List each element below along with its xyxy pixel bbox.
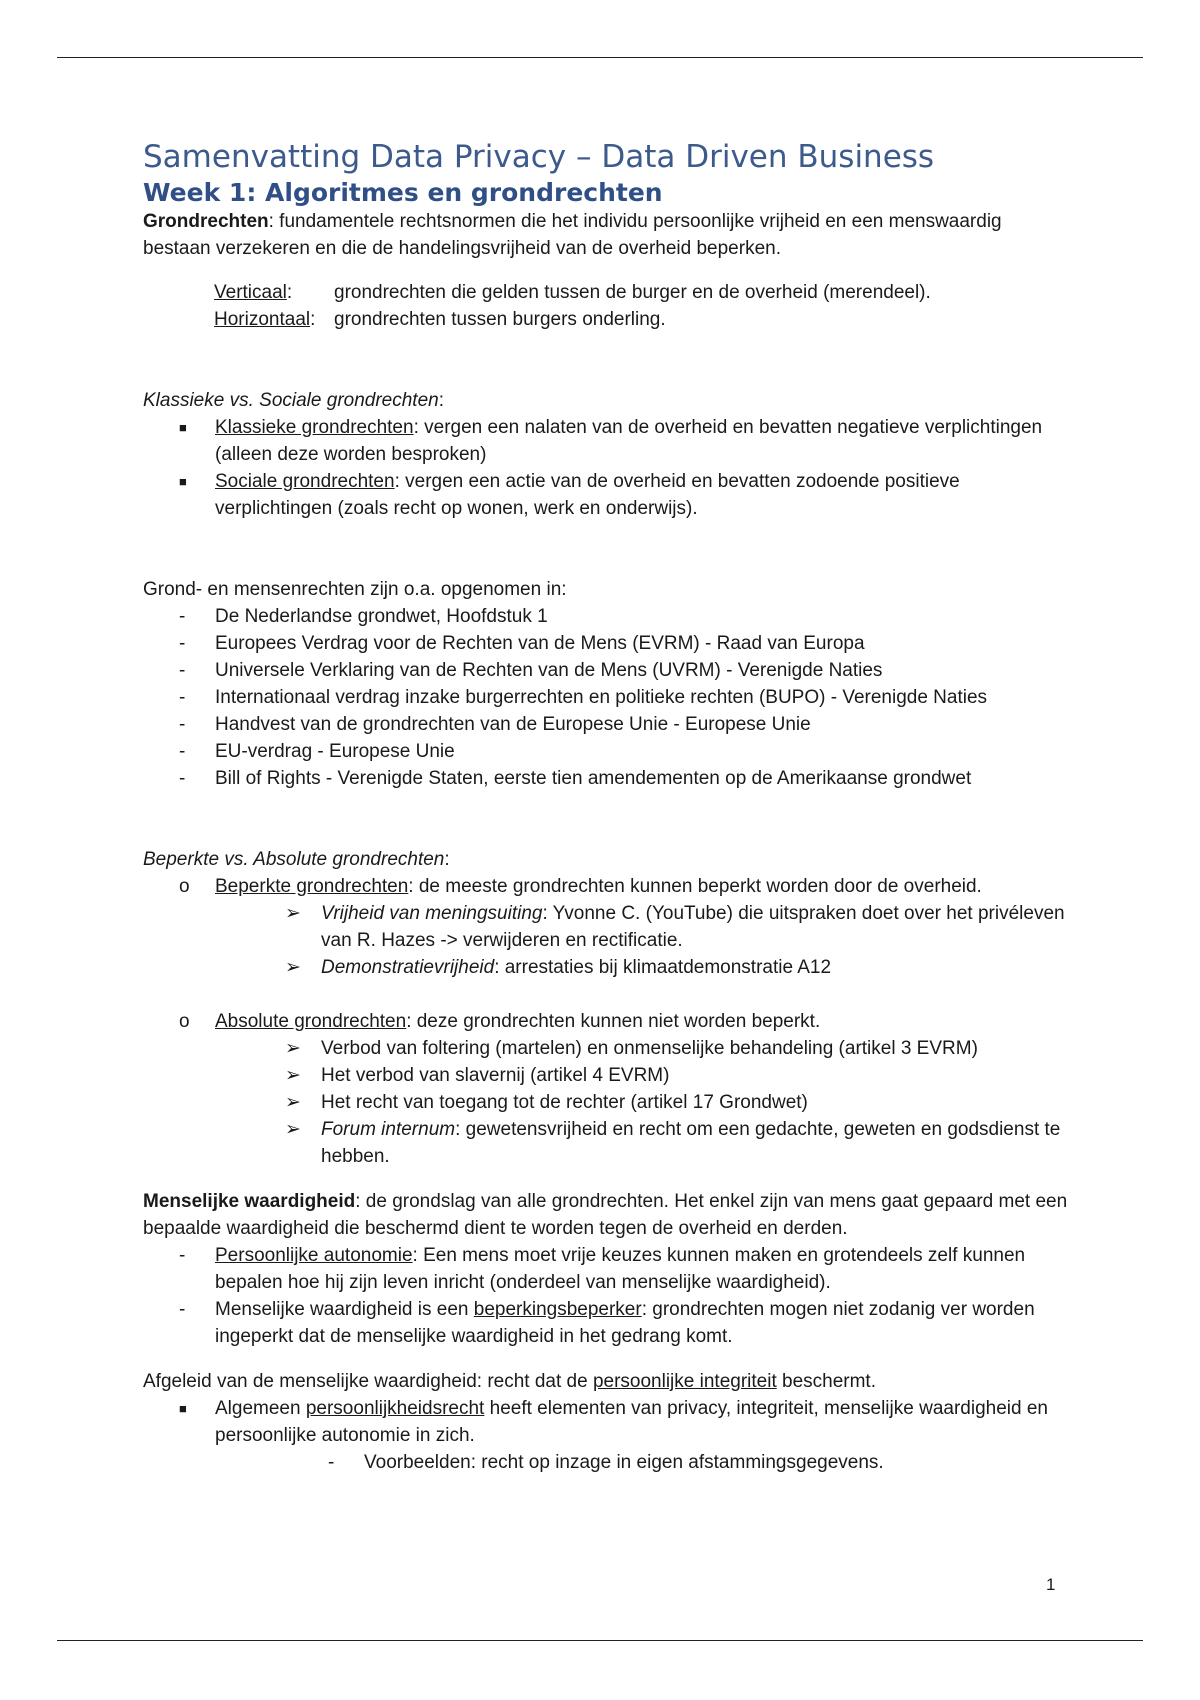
bullet-list	[143, 1395, 1073, 1449]
list-item	[143, 873, 1073, 900]
term: Demonstratievrijheid	[321, 957, 495, 978]
item-text: : de meeste grondrechten kunnen beperkt worden door de overheid.	[408, 876, 982, 897]
item-text: : Yvonne C. (YouTube) die uitspraken doet over het privéleven van R. Hazes -> verwijderen en rectificatie.	[321, 903, 1065, 951]
dash-bullet-icon: -	[179, 768, 186, 789]
section-heading: Beperkte vs. Absolute grondrechten:	[143, 849, 450, 870]
item-text: : deze grondrechten kunnen niet worden beperkt.	[406, 1011, 821, 1032]
square-bullet-icon: ■	[179, 1401, 187, 1416]
dash-bullet-icon: -	[179, 714, 186, 735]
term: Persoonlijke autonomie	[215, 1245, 413, 1266]
item-text: De Nederlandse grondwet, Hoofdstuk 1	[215, 606, 548, 627]
item-text: : gewetensvrijheid en recht om een gedachte, geweten en godsdienst te hebben.	[321, 1119, 1061, 1167]
list-item	[143, 738, 1073, 765]
list-item	[143, 1089, 1073, 1116]
dash-bullet-icon: -	[179, 606, 186, 627]
dash-bullet-icon: -	[179, 633, 186, 654]
list-item	[143, 1242, 1073, 1296]
item-text: Voorbeelden: recht op inzage in eigen afstammingsgegevens.	[364, 1452, 884, 1473]
bronnen-intro: Grond- en mensenrechten zijn o.a. opgenomen in:	[143, 579, 567, 600]
item-text: Handvest van de grondrechten van de Europese Unie - Europese Unie	[215, 714, 811, 735]
arrow-bullet-icon: ➢	[285, 903, 301, 924]
list-item	[143, 1008, 1073, 1035]
grondrechten-definition	[143, 208, 1073, 262]
dash-bullet-icon: -	[179, 741, 186, 762]
arrow-bullet-icon: ➢	[285, 1065, 301, 1086]
item-text: EU-verdrag - Europese Unie	[215, 741, 455, 762]
list-item	[143, 1296, 1073, 1350]
circle-bullet-icon: o	[179, 1011, 190, 1032]
item-text: Verbod van foltering (martelen) en onmenselijke behandeling (artikel 3 EVRM)	[321, 1038, 978, 1059]
list-item	[143, 684, 1073, 711]
waardigheid-definition	[143, 1188, 1073, 1242]
list-item	[143, 1035, 1073, 1062]
list-item	[143, 954, 1073, 981]
term: Beperkte grondrechten	[215, 876, 409, 897]
list-item	[143, 657, 1073, 684]
page-number: 1	[1046, 1575, 1056, 1594]
arrow-bullet-icon: ➢	[285, 1038, 301, 1059]
item-text: : Een mens moet vrije keuzes kunnen maken en grotendeels zelf kunnen bepalen hoe hij zijn leven inricht (onderdeel van menselijke waardigheid).	[215, 1245, 1026, 1293]
arrow-bullet-icon: ➢	[285, 1119, 301, 1140]
list-item	[143, 603, 1073, 630]
list-item	[143, 468, 1073, 522]
list-item	[143, 1062, 1073, 1089]
definition-row: Verticaal: grondrechten die gelden tussen de burger en de overheid (merendeel).	[214, 279, 1073, 306]
document-body	[143, 138, 1073, 1476]
list-item	[143, 1449, 1073, 1476]
bullet-list	[143, 414, 1073, 522]
integriteit-paragraph	[143, 1368, 1073, 1395]
list-item	[143, 765, 1073, 792]
item-text: Het verbod van slavernij (artikel 4 EVRM)	[321, 1065, 670, 1086]
item-text: Europees Verdrag voor de Rechten van de Mens (EVRM) - Raad van Europa	[215, 633, 865, 654]
item-text: : vergen een actie van de overheid en bevatten zodoende positieve verplichtingen (zoals recht op wonen, werk en onderwijs).	[215, 471, 960, 519]
list-item	[143, 414, 1073, 468]
document-title: Samenvatting Data Privacy – Data Driven Business	[143, 139, 935, 175]
item-text: Algemeen	[215, 1398, 306, 1419]
term-horizontaal: Horizontaal	[214, 309, 311, 330]
term: beperkingsbeperker	[473, 1299, 642, 1320]
heading-text: Beperkte vs. Absolute grondrechten	[143, 849, 445, 870]
term: Sociale grondrechten	[215, 471, 395, 492]
definition-text: grondrechten tussen burgers onderling.	[334, 309, 666, 330]
term: Absolute grondrechten	[215, 1011, 407, 1032]
arrow-bullet-icon: ➢	[285, 957, 301, 978]
list-item	[143, 1116, 1073, 1170]
heading-text: Klassieke vs. Sociale grondrechten	[143, 390, 439, 411]
list-item	[143, 1395, 1073, 1449]
definition-text: grondrechten die gelden tussen de burger en de overheid (merendeel).	[334, 282, 931, 303]
item-text: Universele Verklaring van de Rechten van de Mens (UVRM) - Verenigde Naties	[215, 660, 883, 681]
term: Forum internum	[321, 1119, 456, 1140]
term-verticaal: Verticaal	[214, 282, 287, 303]
arrow-list	[143, 1035, 1073, 1170]
term-grondrechten: Grondrechten	[143, 211, 269, 232]
circle-bullet-icon: o	[179, 876, 190, 897]
circle-list	[143, 1008, 1073, 1035]
dash-bullet-icon: -	[179, 660, 186, 681]
item-text: Menselijke waardigheid is een	[215, 1299, 474, 1320]
item-text: Bill of Rights - Verenigde Staten, eerste tien amendementen op de Amerikaanse grondwet	[215, 768, 972, 789]
dash-list	[143, 603, 1073, 792]
item-text: heeft elementen van privacy, integriteit, menselijke waardigheid en persoonlijke autonomie in zich.	[215, 1398, 1048, 1446]
dash-bullet-icon: -	[179, 1299, 186, 1320]
dash-list	[143, 1242, 1073, 1350]
arrow-list	[143, 900, 1073, 981]
term: Vrijheid van meningsuiting	[321, 903, 543, 924]
dash-bullet-icon: -	[328, 1452, 335, 1473]
item-text: : vergen een nalaten van de overheid en bevatten negatieve verplichtingen (alleen deze worden besproken)	[215, 417, 1043, 465]
section-heading: Klassieke vs. Sociale grondrechten:	[143, 390, 444, 411]
week-heading: Week 1: Algoritmes en grondrechten	[143, 178, 663, 207]
dash-list	[143, 1449, 1073, 1476]
term: Klassieke grondrechten	[215, 417, 414, 438]
arrow-bullet-icon: ➢	[285, 1092, 301, 1113]
square-bullet-icon: ■	[179, 420, 187, 435]
list-item	[143, 630, 1073, 657]
definition-row: Horizontaal: grondrechten tussen burgers onderling.	[214, 306, 1073, 333]
square-bullet-icon: ■	[179, 474, 187, 489]
item-text: : grondrechten mogen niet zodanig ver worden ingeperkt dat de menselijke waardigheid in het gedrang komt.	[215, 1299, 1035, 1347]
term: Menselijke waardigheid	[143, 1191, 356, 1212]
definition-list	[143, 279, 1073, 333]
item-text: Internationaal verdrag inzake burgerrechten en politieke rechten (BUPO) - Verenigde Naties	[215, 687, 988, 708]
item-text: Het recht van toegang tot de rechter (artikel 17 Grondwet)	[321, 1092, 808, 1113]
item-text: : arrestaties bij klimaatdemonstratie A12	[494, 957, 832, 978]
paragraph-text: Afgeleid van de menselijke waardigheid: recht dat de	[143, 1371, 593, 1392]
term: persoonlijke integriteit	[592, 1371, 777, 1392]
dash-bullet-icon: -	[179, 687, 186, 708]
dash-bullet-icon: -	[179, 1245, 186, 1266]
top-rule	[57, 57, 1143, 58]
definition-text: : fundamentele rechtsnormen die het individu persoonlijke vrijheid en een menswaardig bestaan verzekeren en die de handelingsvrijheid van de overheid beperken.	[143, 211, 1002, 259]
definition-text: : de grondslag van alle grondrechten. Het enkel zijn van mens gaat gepaard met een bepaalde waardigheid die beschermd dient te worden tegen de overheid en derden.	[143, 1191, 1068, 1239]
bottom-rule	[57, 1640, 1143, 1641]
circle-list	[143, 873, 1073, 900]
list-item	[143, 900, 1073, 954]
paragraph-text: beschermt.	[776, 1371, 876, 1392]
term: persoonlijkheidsrecht	[305, 1398, 485, 1419]
list-item	[143, 711, 1073, 738]
